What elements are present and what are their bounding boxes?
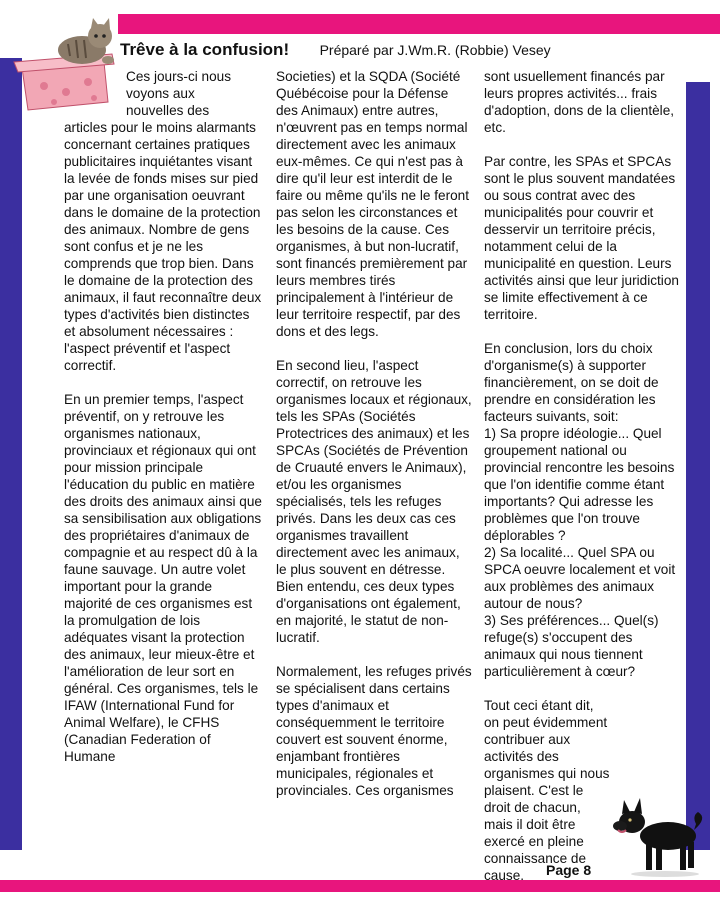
paragraph: Par contre, les SPAs et SPCAs sont le plus souvent mandatées ou sous contrat avec des municipalités pour couvrir et desservir un territoire précis, notamment celui de la municipalité en question. Leurs activités ainsi que leur juridiction se limite effectivement à ce territoire.: [484, 154, 679, 322]
paragraph-line: Ces jours-ci nous: [126, 69, 232, 84]
column-3: [484, 68, 680, 901]
column-1: [64, 68, 264, 782]
black-dog-illustration: [610, 792, 710, 878]
article-title: Trêve à la confusion!: [120, 40, 290, 59]
left-blue-bar: [0, 58, 22, 850]
paragraph: Normalement, les refuges privés se spécialisent dans certains types d'animaux et conséquemment le territoire couvert est souvent énorme, enjambant frontières municipales, régionales et provinciales. Ces organismes: [276, 664, 472, 798]
paragraph-line: nouvelles des: [126, 103, 210, 118]
list-item: 2) Sa localité... Quel SPA ou SPCA oeuvre localement et voit aux problèmes des animaux autour de nous?: [484, 545, 676, 611]
list-item: 3) Ses préférences... Quel(s) refuge(s) s'occupent des animaux qui nous tiennent particulièrement à cœur?: [484, 613, 659, 679]
paragraph: En un premier temps, l'aspect préventif, on y retrouve les organismes nationaux, provinciaux et régionaux qui ont pour mission principale l'éducation du public en matière des droits des animaux ainsi que sa sensibilisation aux obligations des propriétaires d'animaux de compagnie et au respect dû à la faune sauvage. Un autre volet important pour la grande majorité de ces organismes est la promulgation de lois adéquates visant la protection des animaux, leur mieux-être et l'amélioration de leur sort en général. Ces organismes, tels le IFAW (International Fund for Animal Welfare), le CFHS (Canadian Federation of Humane: [64, 392, 262, 764]
paragraph-text: articles pour le moins alarmants concernant certaines pratiques publicitaires inquiétantes visant la levée de fonds mises sur pied par une organisation oeuvrant dans le domaine de la protection des animaux. Nombre de gens sont confus et je ne les comprends que trop bien. Dans le domaine de la protection des animaux, il faut reconnaître deux types d'activités bien distinctes et absolument nécessaires : l'aspect préventif et l'aspect correctif.: [64, 120, 262, 373]
article-author: Préparé par J.Wm.R. (Robbie) Vesey: [319, 42, 551, 58]
right-blue-bar: [686, 82, 710, 850]
top-pink-bar: [118, 14, 720, 34]
paragraph: Societies) et la SQDA (Société Québécoise pour la Défense des Animaux) entre autres, n'œuvrent pas en temps normal directement avec les animaux eux-mêmes. Ce qui n'est pas à dire qu'il leur est interdit de le faire ou même qu'ils ne le feront pas selon les circonstances et les besoins de la cause. Ces organismes, à but non-lucratif, sont financés premièrement par leurs membres tirés principalement à l'intérieur de leur territoire respectif, par des dons et des legs.: [276, 69, 470, 339]
paragraph-line: voyons aux: [126, 86, 195, 101]
column-2: [276, 68, 472, 816]
list-item: 1) Sa propre idéologie... Quel groupement national ou provincial rencontre les besoins que l'on identifie comme étant importants? Qui adresse les problèmes que l'on trouve déplorables ?: [484, 426, 675, 543]
paragraph: Tout ceci étant dit, on peut évidemment contribuer aux activités des organismes qui nous plaisent. C'est le droit de chacun, mais il doit être exercé en pleine connaissance de cause.: [484, 698, 610, 883]
paragraph: sont usuellement financés par leurs propres activités... frais d'adoption, dons de la clientèle, etc.: [484, 69, 675, 135]
article-header: [120, 40, 680, 66]
paragraph: En conclusion, lors du choix d'organisme(s) à supporter financièrement, on se doit de prendre en considération les facteurs suivants, soit:: [484, 341, 659, 424]
paragraph: En second lieu, l'aspect correctif, on retrouve les organismes locaux et régionaux, tels les SPAs (Sociétés Protectrices des animaux) et les SPCAs (Sociétés de Prévention de Cruauté envers le Animaux), et/ou les organismes spécialisés, tels les refuges privés. Dans les deux cas ces organismes travaillent directement avec les animaux, le plus souvent en détresse. Bien entendu, ces deux types d'organisations ont également, en majorité, le statut de non-lucratif.: [276, 358, 472, 645]
paragraph: [64, 68, 264, 374]
page-number: Page 8: [546, 862, 592, 878]
